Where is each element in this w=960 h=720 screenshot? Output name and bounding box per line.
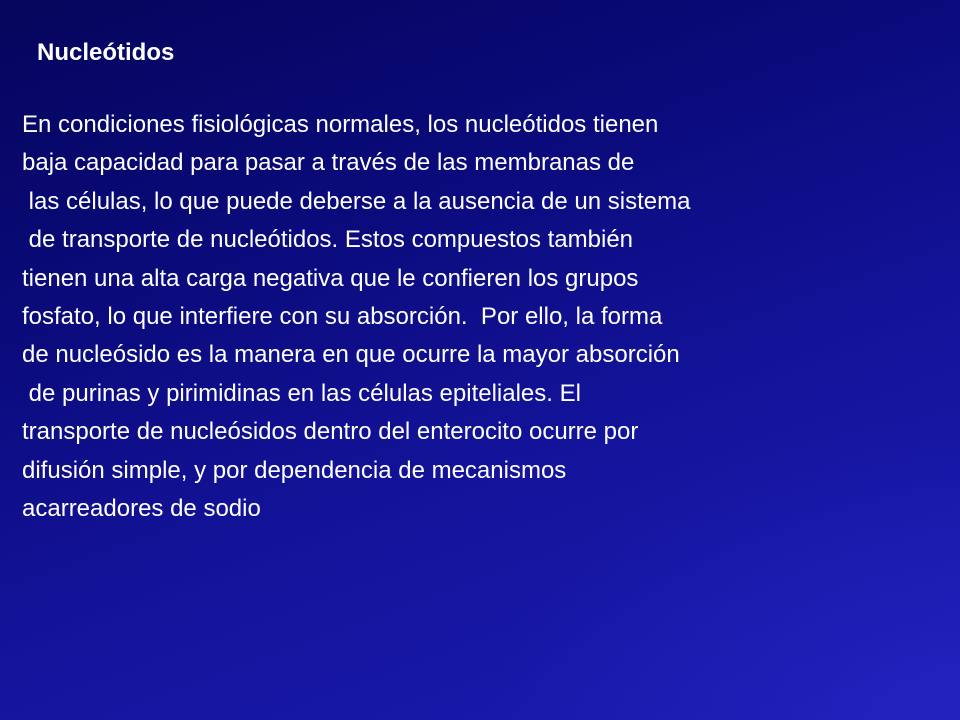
slide-body-text <box>22 106 690 528</box>
body-line: baja capacidad para pasar a través de las membranas de <box>22 149 635 177</box>
body-line: fosfato, lo que interfiere con su absorción. Por ello, la forma <box>22 303 663 331</box>
slide-title: Nucleótidos <box>37 39 175 66</box>
body-line: difusión simple, y por dependencia de mecanismos <box>22 456 567 484</box>
body-line: de transporte de nucleótidos. Estos compuestos también <box>22 226 634 254</box>
body-line: las células, lo que puede deberse a la ausencia de un sistema <box>22 187 691 215</box>
body-line: de purinas y pirimidinas en las células epiteliales. El <box>22 379 581 407</box>
body-line: de nucleósido es la manera en que ocurre la mayor absorción <box>22 341 680 369</box>
body-line: transporte de nucleósidos dentro del enterocito ocurre por <box>22 418 639 446</box>
body-line: acarreadores de sodio <box>22 495 261 523</box>
body-line: En condiciones fisiológicas normales, los nucleótidos tienen <box>22 111 659 138</box>
body-line: tienen una alta carga negativa que le confieren los grupos <box>22 264 639 292</box>
